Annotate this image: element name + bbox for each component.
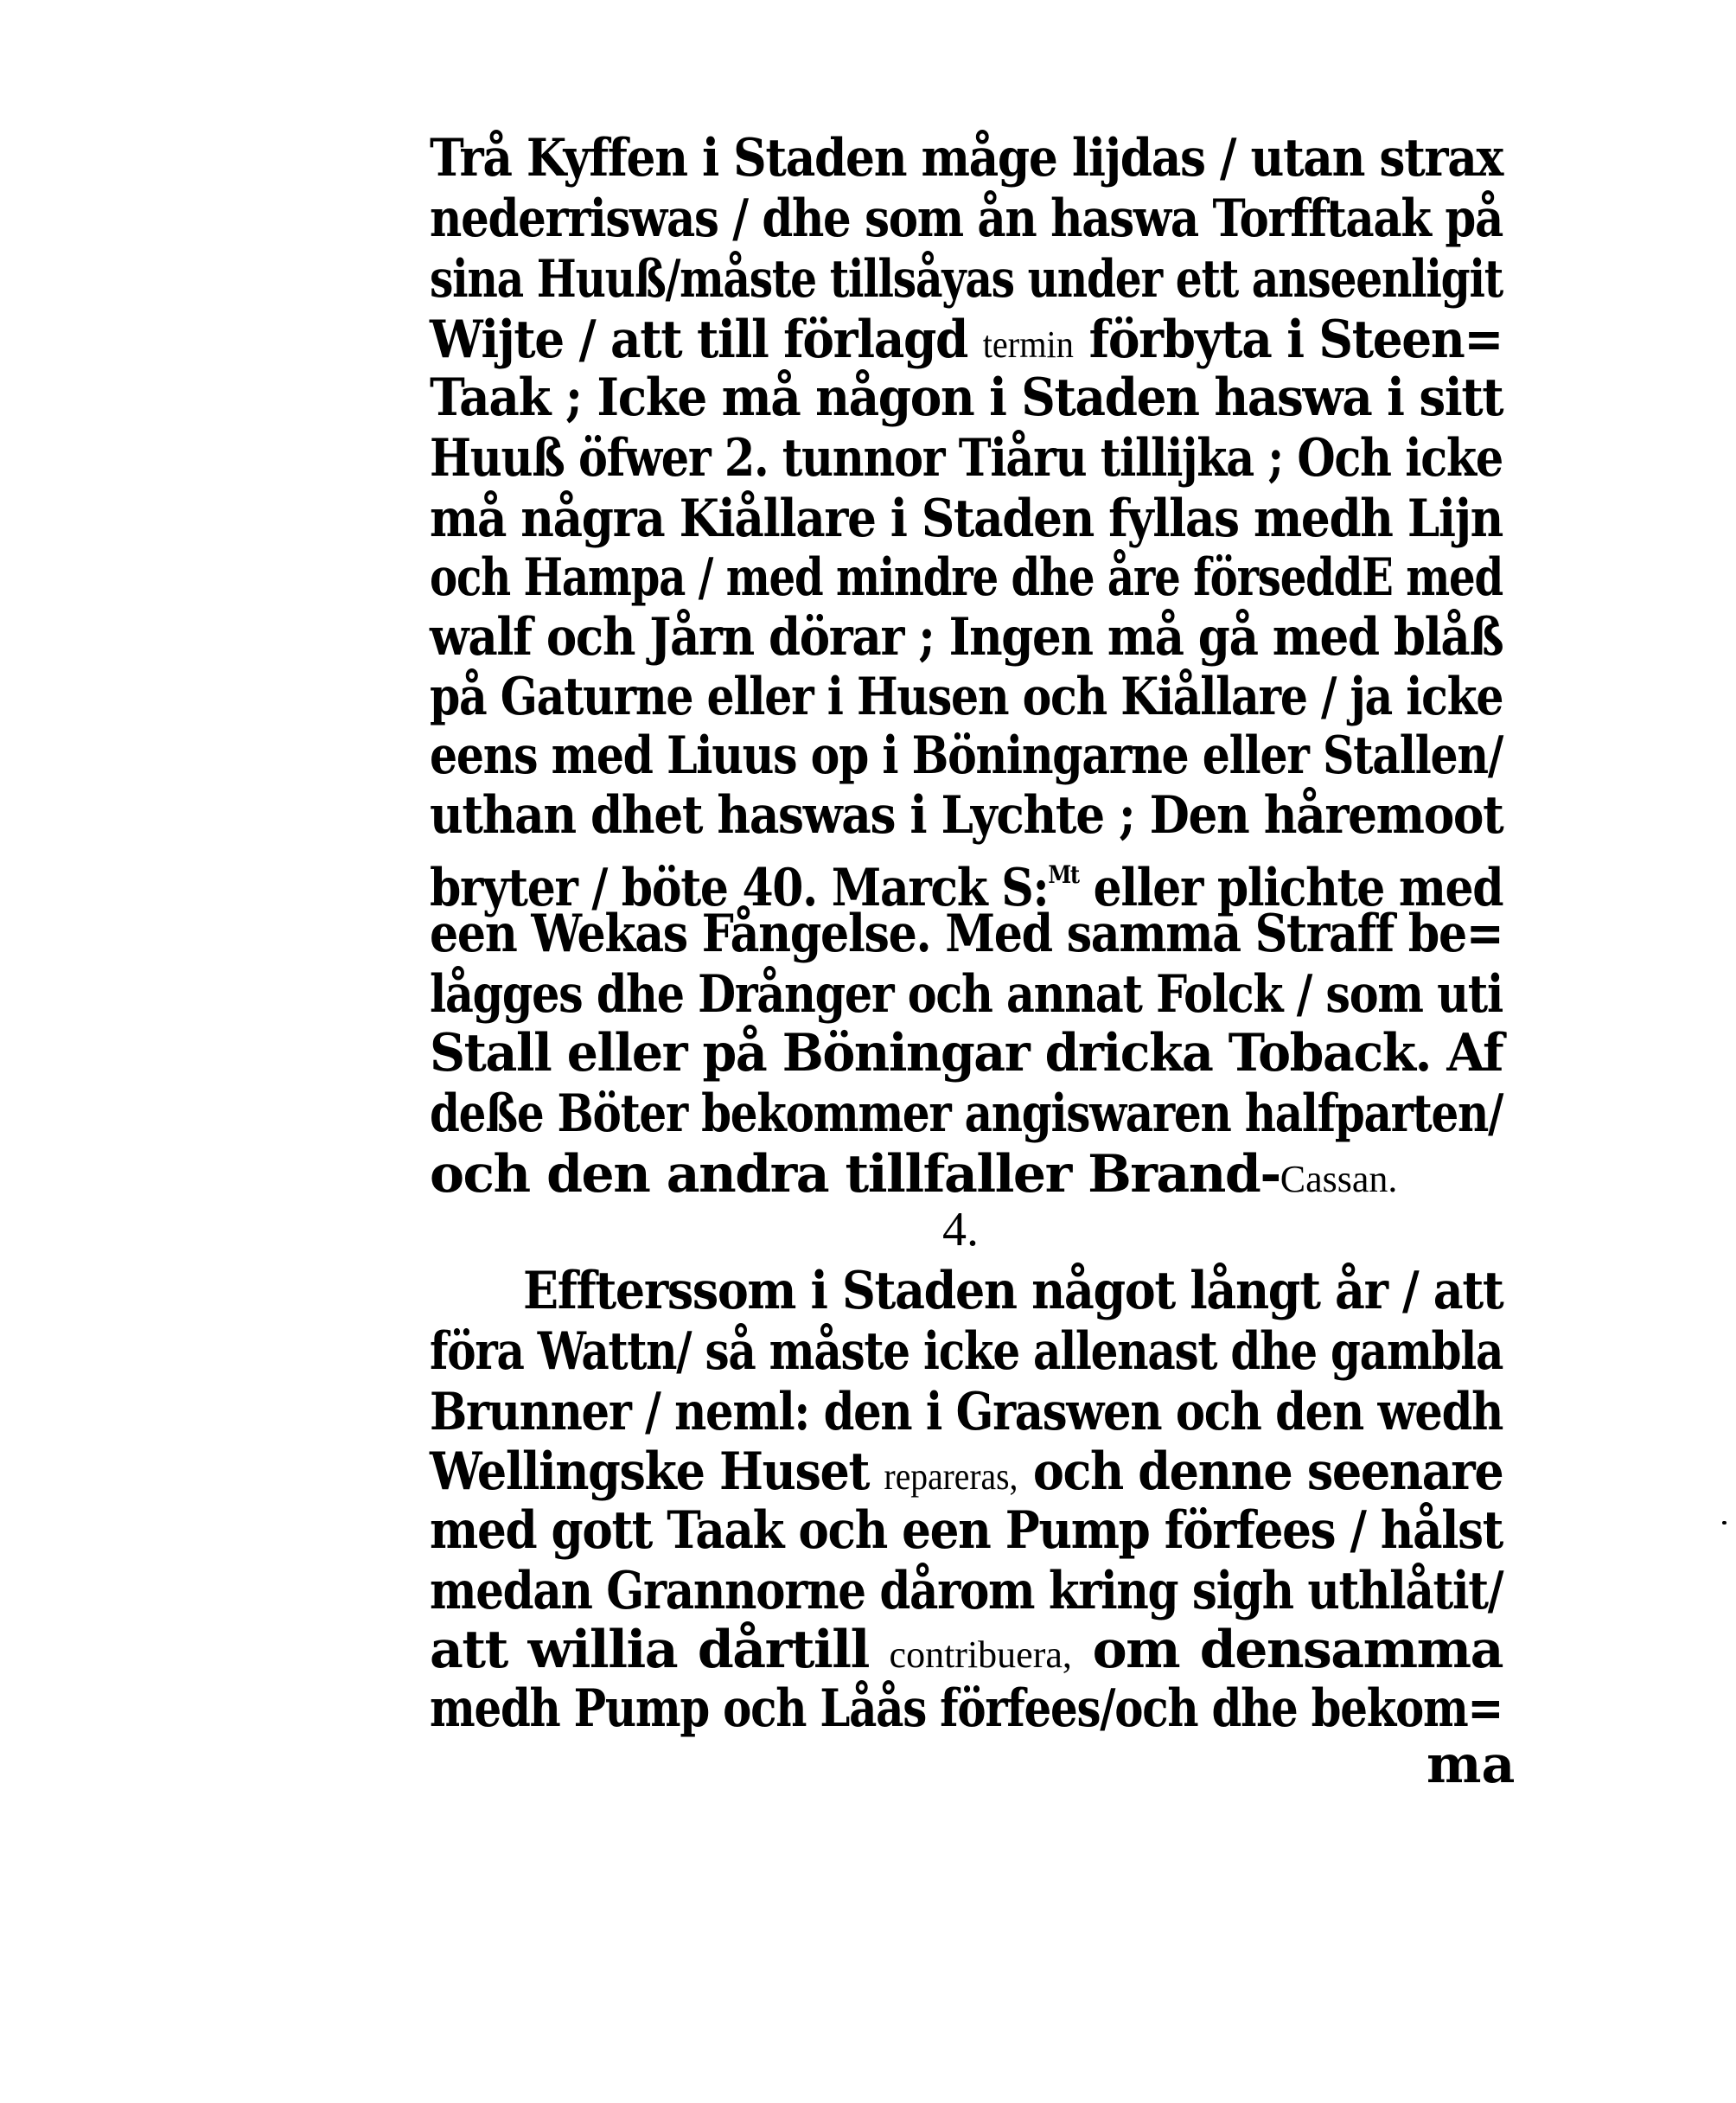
text-line [430,845,1503,918]
section-number: 4. [942,1203,979,1256]
latin-term: termin [982,323,1074,366]
text-run: att willia dårtill [430,1620,869,1680]
text-line: och Hampa / med mindre dhe åre förseddE med [430,547,1503,608]
text-line: nederriswas / dhe som ån haswa Torfftaak på [430,189,1503,249]
text-line [430,310,1503,370]
text-line: een Wekas Fångelse. Med samma Straff be= [430,904,1503,964]
text-line: Stall eller på Böningar dricka Toback. Af [430,1023,1503,1083]
text-run: Wijte / att till förlagd [430,310,967,370]
text-line: med gott Taak och een Pump förfees / hålst [430,1500,1503,1561]
text-line [430,1441,1503,1502]
text-line: på Gaturne eller i Husen och Kiållare / ja icke [430,667,1503,727]
catchword: ma [1426,1735,1516,1795]
text-line: medan Grannorne dårom kring sigh uthlåtit/ [430,1561,1503,1621]
text-line: Taak ; Icke må någon i Staden haswa i sitt [430,368,1503,428]
text-run: bryter / böte 40. Marck S: [430,858,1049,918]
text-line [430,1144,1503,1205]
text-line [430,1620,1503,1680]
text-line: föra Wattn/ så måste icke allenast dhe gambla [430,1321,1503,1382]
text-line: medh Pump och Låås förfees/och dhe bekom= [430,1678,1503,1739]
text-run: och denne seenare [1032,1441,1503,1502]
text-line: Effterssom i Staden något långt år / att [523,1261,1503,1321]
text-run: eller plichte med [1093,858,1503,918]
latin-term: Cassan. [1280,1158,1398,1200]
text-run: om densamma [1092,1620,1503,1680]
text-line: Trå Kyffen i Staden måge lijdas / utan strax [430,128,1503,189]
text-line: walf och Jårn dörar ; Ingen må gå med blåß [430,607,1503,668]
text-line: uthan dhet haswas i Lychte ; Den håremoot [430,785,1503,846]
text-run: och den andra tillfaller Brand- [430,1144,1280,1205]
text-line: lågges dhe Drånger och annat Folck / som uti [430,964,1503,1025]
text-line: Brunner / neml: den i Graswen och den wedh [430,1382,1503,1442]
text-line: eens med Liuus op i Böningarne eller Stallen/ [430,726,1503,786]
latin-term: repareras, [884,1455,1018,1498]
text-run: förbyta i Steen= [1088,310,1503,370]
text-line: Huuß öfwer 2. tunnor Tiåru tillijka ; Och icke [430,428,1503,489]
text-line: sina Huuß/måste tillsåyas under ett anseenligit [430,249,1503,310]
latin-term: contribuera, [889,1633,1072,1676]
text-line: må några Kiållare i Staden fyllas medh Lijn [430,489,1503,549]
text-line: deße Böter bekommer angiswaren halfparten/ [430,1083,1503,1144]
scan-speck [1722,1521,1726,1525]
superscript-abbreviation: Mt [1048,860,1079,889]
text-run: Wellingske Huset [430,1441,870,1502]
